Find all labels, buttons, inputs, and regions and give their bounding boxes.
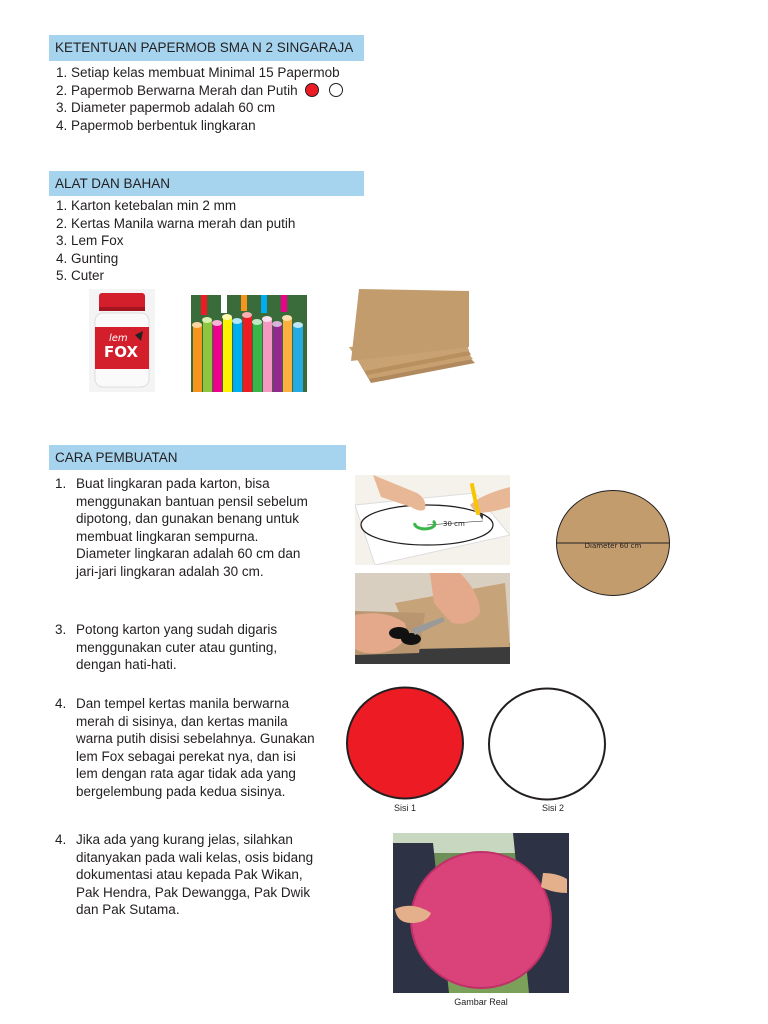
real-photo-label: Gambar Real [454, 997, 508, 1007]
step-text: Jika ada yang kurang jelas, silahkan ditanyakan pada wali kelas, osis bidang dokumentasi atau kepada Pak Wikan, Pak Hendra, Pak Dewangga, Pak Dwik dan Pak Sutama. [76, 832, 314, 918]
steps-header [49, 445, 346, 470]
steps-title: CARA PEMBUATAN [55, 450, 178, 465]
step-number: 1. [55, 476, 67, 491]
paper-rolls-image [191, 295, 307, 392]
diameter-circle-diagram [555, 489, 671, 597]
list-item: 1. Karton ketebalan min 2 mm [56, 198, 237, 213]
list-item: 2. Papermob Berwarna Merah dan Putih [56, 82, 343, 100]
list-item: 5. Cuter [56, 268, 105, 283]
list-item: 1. Setiap kelas membuat Minimal 15 Papermob [56, 65, 340, 80]
materials-list [56, 197, 295, 285]
side-2-label: Sisi 2 [541, 803, 564, 813]
real-photo-image [393, 833, 569, 993]
cutting-illustration [355, 573, 510, 664]
side-1-label: Sisi 1 [393, 803, 416, 813]
diameter-label: Diameter 60 cm [584, 542, 642, 550]
rules-list [56, 64, 343, 134]
cardboard-stack-image [345, 287, 475, 390]
drawing-circle-illustration [355, 475, 510, 565]
step-text: Dan tempel kertas manila berwarna merah di sisinya, dan kertas manila warna putih disisi sebelahnya. Gunakan lem Fox sebagai perekat nya, dan isi lem dengan rata agar tidak ada yang bergelembung pada kedua sisinya. [76, 696, 315, 799]
white-dot-icon [329, 83, 343, 97]
list-item: 2. Kertas Manila warna merah dan putih [56, 215, 296, 231]
step-text: Potong karton yang sudah digaris menggunakan cuter atau gunting, dengan hati-hati. [76, 622, 278, 673]
rules-title: KETENTUAN PAPERMOB SMA N 2 SINGARAJA [55, 40, 354, 55]
glue-jar-image [89, 289, 155, 392]
list-item: 4. Gunting [56, 250, 119, 266]
step-text: Buat lingkaran pada karton, bisa menggunakan bantuan pensil sebelum dipotong, dan gunakan benang untuk membuat lingkaran sempurna. Diameter lingkaran adalah 60 cm dan jari-jari lingkaran adalah 30 cm. [76, 476, 308, 579]
red-dot-icon [305, 83, 319, 97]
side-1-red-circle [345, 686, 465, 800]
glue-label-bottom: FOX [104, 343, 139, 361]
materials-header [49, 171, 364, 196]
materials-title: ALAT DAN BAHAN [55, 176, 171, 191]
glue-label-top: lem [109, 333, 128, 344]
side-2-white-circle [487, 687, 607, 801]
radius-label: 30 cm [443, 520, 465, 528]
list-item: 3. Diameter papermob adalah 60 cm [56, 100, 276, 115]
list-item: 3. Lem Fox [56, 233, 124, 248]
list-item: 4. Papermob berbentuk lingkaran [56, 117, 256, 133]
step-number: 4. [55, 832, 67, 847]
rules-header [49, 35, 364, 61]
step-number: 4. [55, 696, 67, 711]
step-number: 3. [55, 622, 67, 637]
